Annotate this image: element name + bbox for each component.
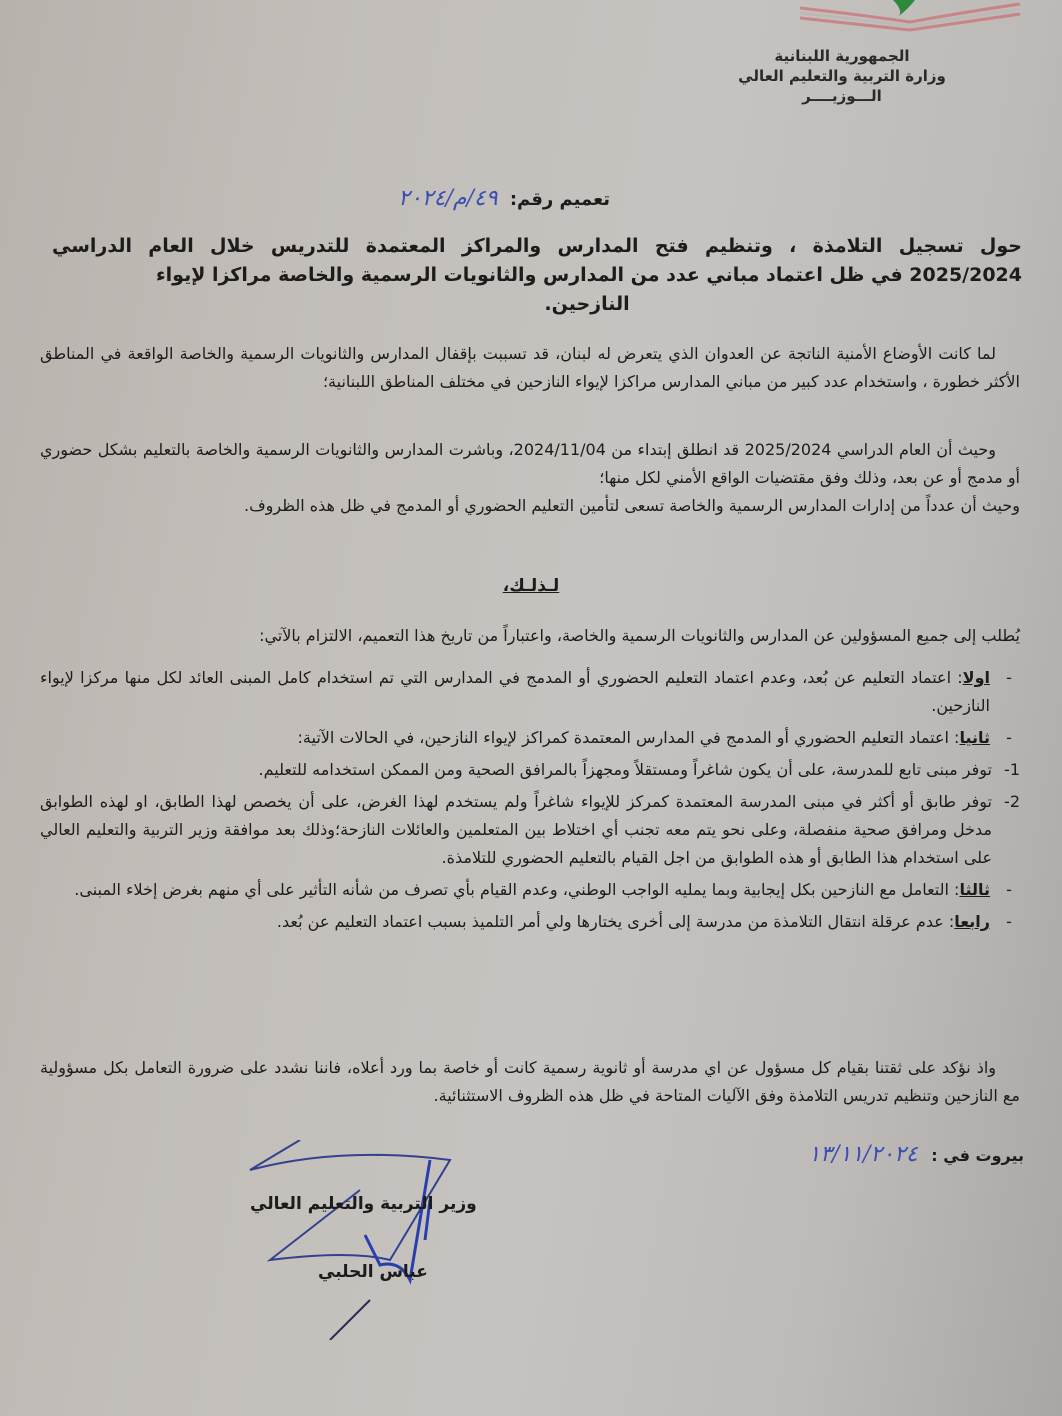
sub-item-2 <box>40 788 1020 872</box>
letterhead-republic: الجمهورية اللبنانية <box>774 47 910 65</box>
subject-heading <box>52 232 1022 319</box>
sub-item-text: توفر طابق أو أكثر في مبنى المدرسة المعتمدة كمركز للإيواء شاغراً ولم يستخدم لهذا الغرض، على أن يخصص لهذا الطابق، او لهذه الطوابق مدخل ومرافق صحية منفصلة، وعلى نحو يتم معه تجنب أي اختلاط بين المتعلمين والعائلات النازحة؛وذلك بعد موافقة وزير التربية والتعليم العالي على استخدام هذا الطابق أو هذه الطوابق من اجل القيام بالتعليم الحضوري للتلامذة. <box>40 792 992 867</box>
circular-number-handwritten: ٤٩/م/٢٠٢٤ <box>398 186 498 211</box>
signer-title: وزير التربية والتعليم العالي <box>250 1194 477 1214</box>
sub-item-number: 2- <box>1004 792 1020 811</box>
letterhead <box>732 46 952 106</box>
sub-item-text: توفر مبنى تابع للمدرسة، على أن يكون شاغراً ومستقلاً ومجهزاً بالمرافق الصحية ومن الممكن استخدامه للتعليم. <box>258 760 992 779</box>
signer-name: عباس الحلبي <box>318 1262 428 1282</box>
preamble-paragraph-2: وحيث أن العام الدراسي 2025/2024 قد انطلق إبتداء من 2024/11/04، وباشرت المدارس والثانويات الرسمية والخاصة بالتعليم بشكل حضوري أو مدمج أو عن بعد، وذلك وفق مقتضيات الواقع الأمني لكل منها؛ <box>40 440 1020 487</box>
item-second: - ثانيا: اعتماد التعليم الحضوري أو المدمج في المدارس المعتمدة كمراكز لإيواء النازحين، في الحالات الآتية: <box>297 728 1012 747</box>
item-text: : عدم عرقلة انتقال التلامذة من مدرسة إلى أخرى يختارها ولي أمر التلميذ بسبب اعتماد التعليم عن بُعد. <box>276 912 955 931</box>
item-fourth: - رابعا: عدم عرقلة انتقال التلامذة من مدرسة إلى أخرى يختارها ولي أمر التلميذ بسبب اعتماد التعليم عن بُعد. <box>276 912 1012 931</box>
request-paragraph: يُطلب إلى جميع المسؤولين عن المدارس والثانويات الرسمية والخاصة، واعتباراً من تاريخ هذا التعميم، الالتزام بالآتي: <box>259 626 1020 645</box>
item-label: ثانيا <box>959 728 990 747</box>
preamble-paragraph-3: وحيث أن عدداً من إدارات المدارس الرسمية والخاصة تسعى لتأمين التعليم الحضوري أو المدمج في ظل هذه الظروف. <box>243 496 1020 515</box>
item-text: : اعتماد التعليم عن بُعد، وعدم اعتماد التعليم الحضوري أو المدمج في المدارس التي تم استخدام كامل المبنى العائد لكل منها مركزا لإيواء النازحين. <box>40 668 990 715</box>
preamble-paragraph-1: لما كانت الأوضاع الأمنية الناتجة عن العدوان الذي يتعرض له لبنان، قد تسببت بإقفال المدارس والثانويات الرسمية والخاصة الواقعة في المناطق الأكثر خطورة ، واستخدام عدد كبير من مباني المدارس مراكزا لإيواء النازحين في مختلف المناطق اللبنانية؛ <box>40 344 1020 391</box>
items-list <box>40 664 1020 936</box>
subject-text: حول تسجيل التلامذة ، وتنظيم فتح المدارس والمراكز المعتمدة للتدريس خلال العام الدراسي 2025/2024 في ظل اعتماد مباني عدد من المدارس والثانويات الرسمية والخاصة مراكزا لإيواء <box>52 235 1022 286</box>
subject-last-line: النازحين. <box>544 293 630 315</box>
item-text: : التعامل مع النازحين بكل إيجابية وبما يمليه الواجب الوطني، وعدم القيام بأي تصرف من شأنه التأثير على أي منهم بغرض إخلاء المبنى. <box>74 880 960 899</box>
letterhead-ministry: وزارة التربية والتعليم العالي <box>738 67 946 85</box>
item-label: ثالثا <box>959 880 990 899</box>
sub-item-1 <box>40 756 1020 784</box>
closing-paragraph: واذ نؤكد على ثقتنا بقيام كل مسؤول عن اي مدرسة أو ثانوية رسمية كانت أو خاصة بما ورد أعلاه، فاننا نشدد على ضرورة التعامل بكل مسؤولية مع النازحين وتنظيم تدريس التلامذة وفق الآليات المتاحة في ظل هذه الظروف الاستثنائية. <box>40 1058 1020 1105</box>
circular-number-label: تعميم رقم: <box>509 189 610 210</box>
date-line <box>808 1142 1024 1167</box>
item-label: اولا <box>962 668 990 687</box>
sub-item-number: 1- <box>1004 760 1020 779</box>
date-handwritten: ١٣/١١/٢٠٢٤ <box>808 1142 918 1167</box>
ministry-logo-icon <box>795 0 1025 36</box>
circular-number <box>398 186 610 211</box>
item-first: - اولا: اعتماد التعليم عن بُعد، وعدم اعتماد التعليم الحضوري أو المدمج في المدارس التي تم استخدام كامل المبنى العائد لكل منها مركزا لإيواء النازحين. <box>40 668 1012 715</box>
date-label: بيروت في : <box>931 1146 1024 1165</box>
item-label: رابعا <box>954 912 990 931</box>
letterhead-minister: الـــوزيــــر <box>802 87 882 105</box>
item-third: - ثالثا: التعامل مع النازحين بكل إيجابية وبما يمليه الواجب الوطني، وعدم القيام بأي تصرف من شأنه التأثير على أي منهم بغرض إخلاء المبنى. <box>74 880 1012 899</box>
signature-scribble-icon <box>230 1140 490 1340</box>
item-text: : اعتماد التعليم الحضوري أو المدمج في المدارس المعتمدة كمراكز لإيواء النازحين، في الحالات الآتية: <box>297 728 960 747</box>
therefore-heading: لـذلـك، <box>502 576 560 596</box>
